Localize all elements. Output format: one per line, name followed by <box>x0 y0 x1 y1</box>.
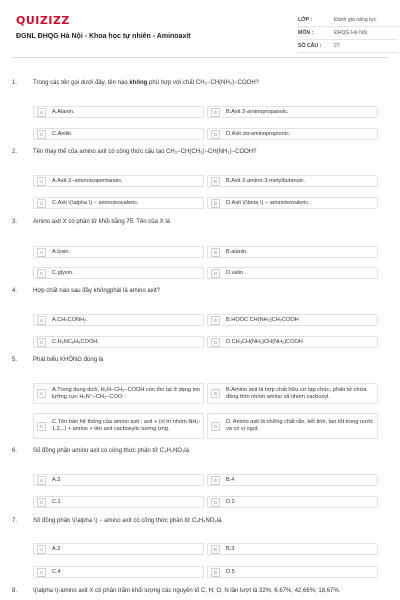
option-text: C.1 <box>52 498 61 505</box>
question-head <box>12 147 388 157</box>
answer-option-a[interactable] <box>33 175 204 187</box>
question-number: 5. <box>12 357 18 363</box>
option-text: D.5 <box>226 568 235 575</box>
answer-option-d[interactable] <box>207 267 378 279</box>
question-number: 4. <box>12 288 18 294</box>
option-text: C.Axit \(\alpha \) − aminoisovaleric. <box>52 199 139 206</box>
question-2 <box>12 147 388 206</box>
answer-option-a[interactable] <box>33 474 204 486</box>
question-head <box>12 217 388 227</box>
option-text: A.3 <box>52 476 61 483</box>
meta-label: LỚP : <box>298 17 313 23</box>
option-letter-box: A <box>37 248 46 257</box>
answer-option-a[interactable] <box>33 246 204 258</box>
answer-option-b[interactable] <box>207 246 378 258</box>
answer-option-c[interactable] <box>33 336 204 348</box>
option-text: A.lysin. <box>52 248 71 255</box>
answer-option-c[interactable] <box>33 566 204 578</box>
option-letter-box: B <box>211 389 220 398</box>
question-head <box>12 78 388 88</box>
question-number: 7. <box>12 518 18 524</box>
option-letter-box: A <box>37 177 46 186</box>
question-7 <box>12 516 388 575</box>
answer-option-b[interactable] <box>207 383 378 404</box>
option-text: C.H₂NC₆H₄COOH. <box>52 338 99 345</box>
option-text: D.2 <box>226 498 235 505</box>
question-1 <box>12 78 388 137</box>
option-text: B.alanin. <box>226 248 248 255</box>
document-title: ĐGNL ĐHQG Hà Nội - Khoa học tự nhiên - Aminoaxit <box>16 33 191 40</box>
option-letter-box: C <box>37 269 46 278</box>
option-letter-box: B <box>211 248 220 257</box>
option-text: B.Amino axit là hợp chất hữu cơ tạp chức, phân tử chứa đồng thời nhóm amino và nhóm cacboxyl. <box>226 386 367 400</box>
option-text: B.3 <box>226 545 235 552</box>
answer-option-b[interactable] <box>207 474 378 486</box>
question-head <box>12 446 388 456</box>
option-text: D.Axit αα-aminopropionic. <box>226 130 291 137</box>
option-text: C.Anilin. <box>52 130 73 137</box>
question-text: Số đồng phân \(\alpha \) − amino axit có công thức phân tử C₄H₉NO₂là <box>33 518 222 524</box>
question-head <box>12 516 388 526</box>
question-head <box>12 355 388 365</box>
answer-option-b[interactable] <box>207 175 378 187</box>
option-letter-box: A <box>37 108 46 117</box>
answer-option-c[interactable] <box>33 496 204 508</box>
option-letter-box: A <box>37 545 46 554</box>
answer-option-d[interactable] <box>207 197 378 209</box>
option-text: B.Axit 2-aminopropanoic. <box>226 108 289 115</box>
meta-value: Đánh giá năng lực <box>334 17 377 23</box>
page-header <box>12 0 388 58</box>
option-text: C.Tên bán hệ thống của amino axit : axit + (vị trí nhóm NH₂: 1,2,..) + amino + tên axit cacboxylic tương ứng. <box>52 419 201 432</box>
answer-option-d[interactable] <box>207 336 378 348</box>
answer-option-a[interactable] <box>33 543 204 555</box>
option-letter-box: C <box>37 568 46 577</box>
option-letter-box: A <box>37 316 46 325</box>
option-letter-box: C <box>37 199 46 208</box>
question-number: 3. <box>12 219 18 225</box>
quizizz-logo: QUIZIZZ <box>16 14 70 27</box>
answer-option-d[interactable] <box>207 566 378 578</box>
option-text: A.Trong dung dịch, H₂N−CH₂−COOH còn tồn tại ở dạng ion lưỡng cực H₃N⁺−CH₂−COO⁻. <box>52 386 201 400</box>
option-letter-box: C <box>37 338 46 347</box>
option-letter-box: D <box>211 338 220 347</box>
meta-row-count <box>298 40 398 53</box>
question-text: Phát biểu KHÔNG đúng là <box>33 357 104 363</box>
answer-option-a[interactable] <box>33 383 204 404</box>
question-8 <box>12 586 388 596</box>
question-text-emphasis: không <box>129 80 148 86</box>
option-text: D.valin. <box>226 269 245 276</box>
answer-option-c[interactable] <box>33 267 204 279</box>
question-text: \(\alpha \)-amino axit X có phần trăm khối lượng các nguyên tố C, H, O, N lần lượt là 32%; 6,67%; 42,66%; 18,67%. <box>33 588 341 594</box>
question-text: Hợp chất nào sau đây khôngphải là amino axit? <box>33 288 161 294</box>
answer-option-a[interactable] <box>33 314 204 326</box>
meta-row-class <box>298 14 398 27</box>
option-letter-box: D <box>211 269 220 278</box>
option-letter-box: D <box>211 130 220 139</box>
meta-value: ĐHQG Hà Nội <box>334 30 367 36</box>
option-text: B.Axit 2-amino-3-metylbutanoic. <box>226 177 306 184</box>
meta-label: SỐ CÂU : <box>298 43 322 49</box>
option-letter-box: B <box>211 476 220 485</box>
question-head <box>12 286 388 296</box>
option-text: A.CH₃CONH₂. <box>52 316 88 323</box>
meta-label: MÔN : <box>298 30 314 36</box>
option-text: C.4 <box>52 568 61 575</box>
question-number: 2. <box>12 149 18 155</box>
question-3 <box>12 217 388 276</box>
option-text: D.Axit \(\beta \) − aminoisovaleric. <box>226 199 310 206</box>
option-letter-box: D <box>211 498 220 507</box>
option-letter-box: C <box>37 422 46 431</box>
option-text: B.4 <box>226 476 235 483</box>
meta-value: 27 <box>334 43 340 49</box>
answer-option-a[interactable] <box>33 106 204 118</box>
option-letter-box: C <box>37 498 46 507</box>
option-letter-box: A <box>37 389 46 398</box>
question-text: Tên thay thế của amino axit có công thức cấu tạo CH₃−CH(CH₃)−CH(NH₂)−COOH? <box>33 149 257 155</box>
option-text: B.HOOC CH(NH₂)CH₂COOH <box>226 316 299 323</box>
option-text: A.Axit 2−aminoisopentanoic. <box>52 177 123 184</box>
question-6 <box>12 446 388 505</box>
question-head <box>12 586 388 596</box>
question-5 <box>12 355 388 432</box>
answer-option-b[interactable] <box>207 314 378 326</box>
option-text: A.Alanin. <box>52 108 75 115</box>
option-letter-box: B <box>211 108 220 117</box>
answer-option-d[interactable] <box>207 413 378 439</box>
option-letter-box: B <box>211 316 220 325</box>
meta-info <box>298 14 398 53</box>
answer-option-b[interactable] <box>207 543 378 555</box>
option-text: A.2 <box>52 545 61 552</box>
option-letter-box: B <box>211 545 220 554</box>
option-letter-box: B <box>211 177 220 186</box>
option-text: D. Amino axit là những chất rắn, kết tinh, tan tốt trong nước và có vị ngọt. <box>226 419 374 432</box>
option-letter-box: D <box>211 568 220 577</box>
answer-option-c[interactable] <box>33 128 204 140</box>
option-letter-box: D <box>211 199 220 208</box>
option-letter-box: C <box>37 130 46 139</box>
option-text: C.glyxin. <box>52 269 74 276</box>
option-text: D.CH₃CH(NH₂)CH(NH₂)COOH <box>226 338 303 345</box>
option-letter-box: A <box>37 476 46 485</box>
question-4 <box>12 286 388 345</box>
answer-option-d[interactable] <box>207 128 378 140</box>
answer-option-c[interactable] <box>33 197 204 209</box>
question-number: 1. <box>12 80 18 86</box>
answer-option-c[interactable] <box>33 413 204 439</box>
meta-row-subject <box>298 27 398 40</box>
answer-option-b[interactable] <box>207 106 378 118</box>
question-text: Amino axit X có phân tử khối bằng 75. Tên của X là <box>33 219 170 225</box>
question-number: 8. <box>12 588 18 594</box>
question-number: 6. <box>12 448 18 454</box>
answer-option-d[interactable] <box>207 496 378 508</box>
question-text: Số đồng phân amino axit có công thức phân tử C₃H₇NO₂là <box>33 448 189 454</box>
option-letter-box: D <box>211 422 220 431</box>
question-text: Trong các tên gọi dưới đây, tên nào không phù hợp với chất CH₃−CH(NH₂)−COOH? <box>33 80 260 86</box>
